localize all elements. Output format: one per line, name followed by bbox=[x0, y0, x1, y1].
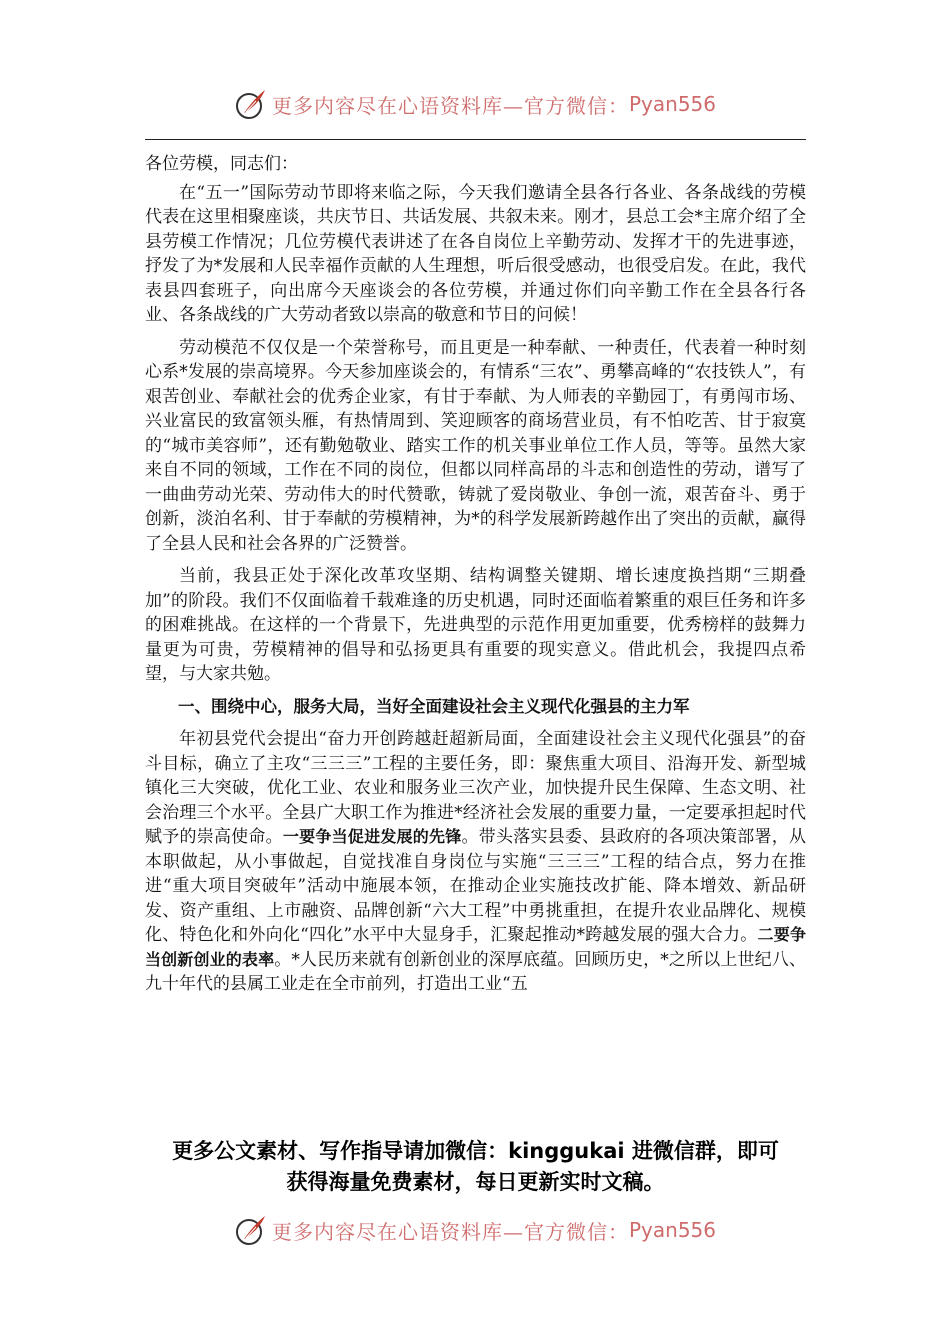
section-heading-1: 一、围绕中心，服务大局，当好全面建设社会主义现代化强县的主力军 bbox=[178, 696, 690, 716]
promo-line-1: 更多公文素材、写作指导请加微信：kinggukai 进微信群，即可 bbox=[172, 1139, 779, 1163]
paragraph-4 bbox=[145, 727, 806, 1021]
quill-logo-icon bbox=[234, 1213, 268, 1247]
document-body bbox=[145, 152, 806, 1021]
paragraph-2: 劳动模范不仅仅是一个荣誉称号，而且更是一种奉献、一种责任，代表着一种时刻心系*发展的崇高境界。今天参加座谈会的，有情系“三农”、勇攀高峰的“农技铁人”，有艰苦创业、奉献社会的优秀企业家，有甘于奉献、为人师表的辛勤园丁，有勇闯市场、兴业富民的致富领头雁，有热情周到、笑迎顾客的商场营业员，有不怕吃苦、甘于寂寞的“城市美容师”，还有勤勉敬业、踏实工作的机关事业单位工作人员，等等。虽然大家来自不同的领域，工作在不同的岗位，但都以同样高昂的斗志和创造性的劳动，谱写了一曲曲劳动光荣、劳动伟大的时代赞歌，铸就了爱岗敬业、争创一流，艰苦奋斗、勇于创新，淡泊名利、甘于奉献的劳模精神，为*的科学发展新跨越作出了突出的贡献，赢得了全县人民和社会各界的广泛赞誉。 bbox=[145, 337, 806, 554]
paragraph-4-text-a: 年初县党代会提出“奋力开创跨越赶超新局面，全面建设社会主义现代化强县”的奋斗目标，确立了主攻“三三三”工程的主要任务，即：聚焦重大项目、沿海开发、新型城镇化三大突破，优化工业、农业和服务业三次产业，加快提升民生保障、生态文明、社会治理三个水平。全县广大职工作为推进*经济社会发展的重要力量，一定要承担起时代赋予的崇高使命。 bbox=[145, 729, 806, 847]
promo-line-2: 获得海量免费素材，每日更新实时文稿。 bbox=[286, 1170, 665, 1194]
paragraph-4-text-d: 。*人民历来就有创新创业的深厚底蕴。回顾历史，*之所以上世纪八、九十年代的县属工业走在全市前列，打造出工业“五 bbox=[145, 949, 806, 994]
footer-wechat-id: Pyan556 bbox=[628, 1218, 716, 1242]
header-banner-text: 更多内容尽在心语资料库—官方微信： bbox=[271, 93, 629, 118]
header-banner bbox=[0, 84, 950, 124]
header-rule bbox=[145, 139, 806, 140]
promo-notice bbox=[145, 1136, 806, 1198]
footer-banner-text: 更多内容尽在心语资料库—官方微信： bbox=[271, 1219, 629, 1244]
paragraph-4-bold-1: 一要争当促进发展的先锋 bbox=[282, 827, 462, 846]
paragraph-3: 当前，我县正处于深化改革攻坚期、结构调整关键期、增长速度换挡期“三期叠加”的阶段。我们不仅面临着千载难逢的历史机遇，同时还面临着繁重的艰巨任务和许多的困难挑战。在这样的一个背景下，先进典型的示范作用更加重要，优秀榜样的鼓舞力量更为可贵，劳模精神的倡导和弘扬更具有重要的现实意义。借此机会，我提四点希望，与大家共勉。 bbox=[145, 566, 806, 684]
paragraph-4-bold-2: 二要争当创新创业的表率 bbox=[145, 925, 806, 969]
paragraph-1: 在“五一”国际劳动节即将来临之际，今天我们邀请全县各行各业、各条战线的劳模代表在这里相聚座谈，共庆节日、共话发展、共叙未来。刚才，县总工会*主席介绍了全县劳模工作情况；几位劳模代表讲述了在各自岗位上辛勤劳动、发挥才干的先进事迹，抒发了为*发展和人民幸福作贡献的人生理想，听后很受感动，也很受启发。在此，我代表县四套班子，向出席今天座谈会的各位劳模，并通过你们向辛勤工作在全县各行各业、各条战线的广大劳动者致以崇高的敬意和节日的问候！ bbox=[145, 182, 806, 325]
paragraph-4-text-c: 。带头落实县委、县政府的各项决策部署，从本职做起，从小事做起，自觉找准自身岗位与实施“三三三”工程的结合点，努力在推进“重大项目突破年”活动中施展本领，在推动企业实施技改扩能、降本增效、新品研发、资产重组、上市融资、品牌创新“六大工程”中勇挑重担，在提升农业品牌化、规模化、特色化和外向化“四化”水平中大显身手，汇聚起推动*跨越发展的强大合力。 bbox=[145, 827, 806, 945]
greeting: 各位劳模，同志们： bbox=[145, 154, 298, 174]
header-wechat-id: Pyan556 bbox=[628, 92, 716, 116]
quill-logo-icon bbox=[234, 87, 268, 121]
footer-banner bbox=[0, 1210, 950, 1250]
